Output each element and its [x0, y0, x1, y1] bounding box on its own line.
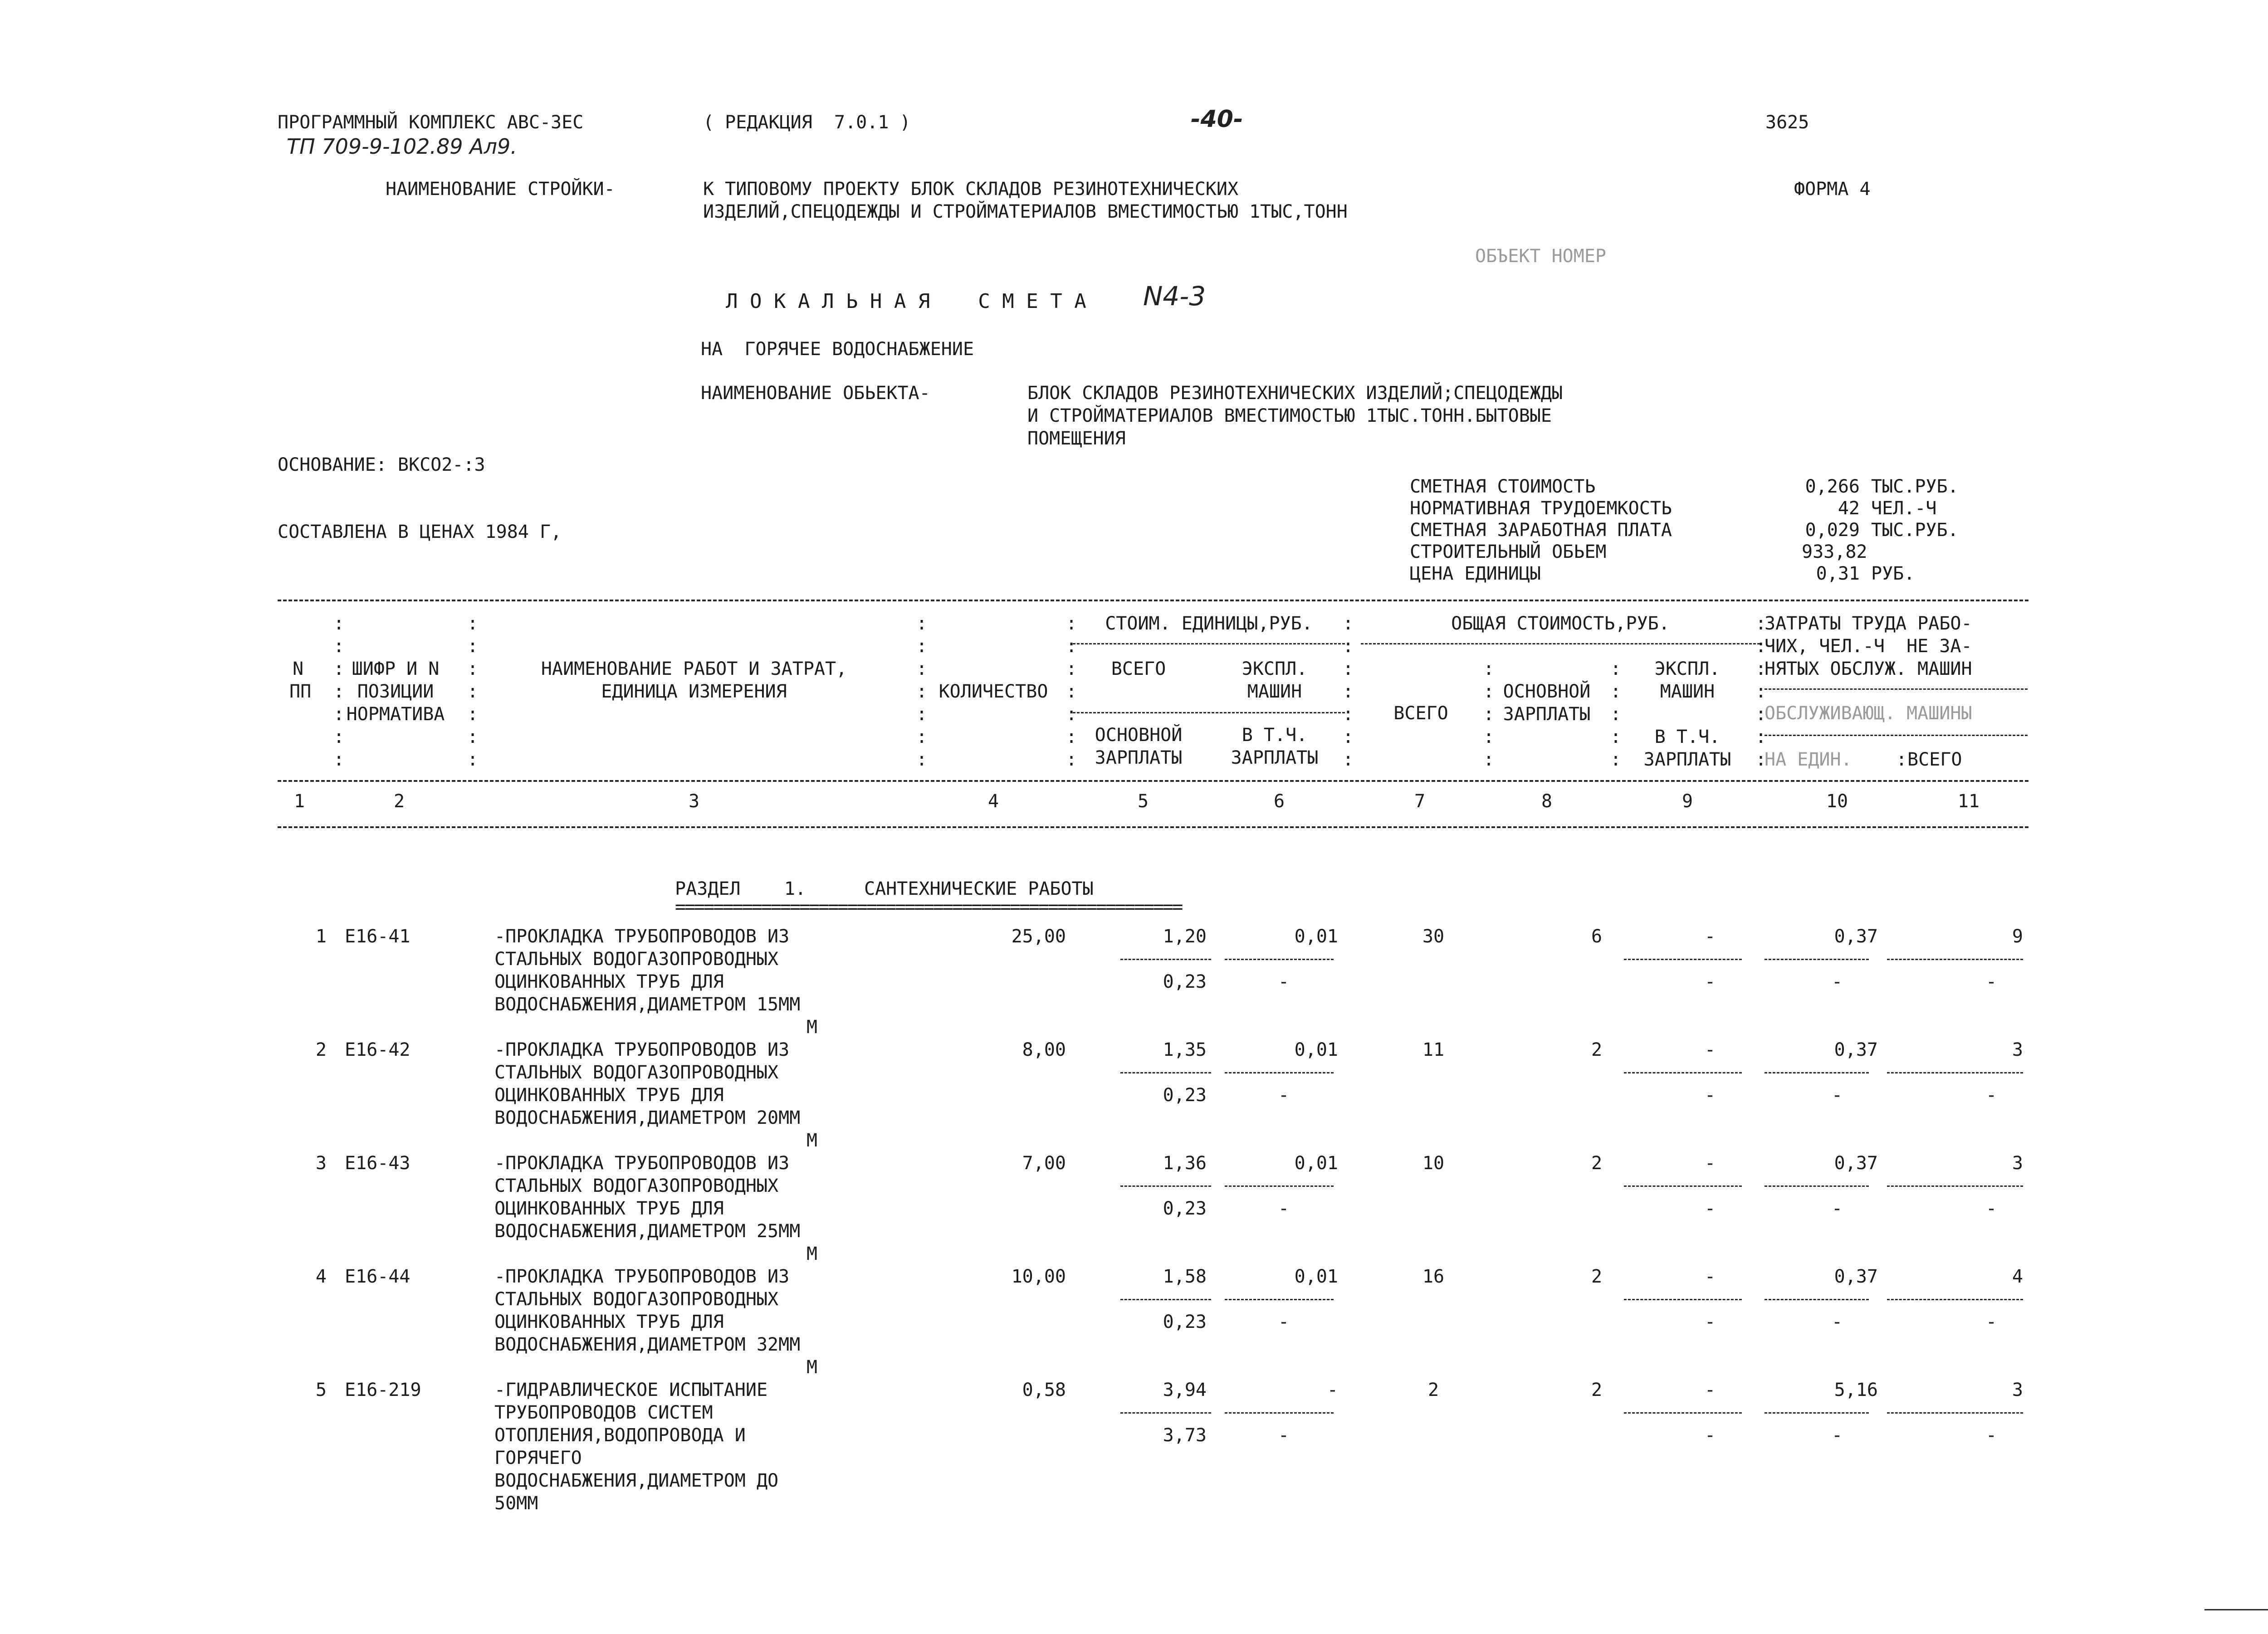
summary-value: 42: [1838, 498, 1860, 519]
fraction-rule: [1765, 1412, 1869, 1414]
col-header-quantity: КОЛИЧЕСТВО: [938, 681, 1048, 702]
row-unit-base-wages: 0,23: [1163, 1085, 1207, 1106]
row-number: 3: [315, 1153, 327, 1174]
summary-label: ЦЕНА ЕДИНИЦЫ: [1410, 563, 1541, 584]
fraction-rule: [1225, 1185, 1334, 1187]
fraction-rule: [1765, 1299, 1869, 1300]
row-total-base-wages: 2: [1591, 1039, 1603, 1060]
col-header-labor-per-unit: НА ЕДИН.: [1765, 749, 1852, 770]
header-bottom-rule: [278, 780, 2028, 782]
col-header-no: N: [293, 658, 304, 679]
row-unit-incl-wages: -: [1278, 1085, 1290, 1106]
col-header-labor: ЧИХ, ЧЕЛ.-Ч НЕ ЗА-: [1765, 636, 1972, 657]
row-unit-machines: 0,01: [1294, 1266, 1338, 1287]
row-labor-machines-unit: -: [1831, 1085, 1843, 1106]
header-rule: [1765, 735, 2028, 736]
row-labor-per-unit: 0,37: [1834, 926, 1878, 947]
row-total-machines: -: [1704, 926, 1716, 947]
row-labor-machines-total: -: [1985, 971, 1997, 992]
row-labor-machines-total: -: [1985, 1312, 1997, 1332]
col-header-unit-total: ВСЕГО: [1111, 658, 1166, 679]
column-number: 4: [987, 791, 999, 812]
column-number: 9: [1681, 791, 1693, 812]
row-total-machines: -: [1704, 1266, 1716, 1287]
section-underline: =====================================================: [675, 897, 1182, 917]
fraction-rule: [1887, 1412, 2023, 1414]
row-total-base-wages: 6: [1591, 926, 1603, 947]
column-number: 1: [293, 791, 305, 812]
row-description-line: ГОРЯЧЕГО: [494, 1448, 582, 1468]
column-number: 10: [1826, 791, 1848, 812]
row-unit-total: 3,94: [1163, 1380, 1207, 1400]
fraction-rule: [1765, 1185, 1869, 1187]
row-quantity: 8,00: [1022, 1039, 1066, 1060]
object-label: НАИМЕНОВАНИЕ ОБЬЕКТА-: [701, 383, 930, 404]
fraction-rule: [1624, 1412, 1742, 1414]
row-labor-machines-unit: -: [1831, 1312, 1843, 1332]
row-total: 30: [1422, 926, 1445, 947]
summary-label: НОРМАТИВНАЯ ТРУДОЕМКОСТЬ: [1410, 498, 1672, 519]
col-separator: : : : : :: [1610, 658, 1622, 770]
row-unit-total: 1,36: [1163, 1153, 1207, 1174]
col-header-labor-total: ВСЕГО: [1907, 749, 1962, 770]
fraction-rule: [1225, 1072, 1334, 1073]
row-total: 11: [1422, 1039, 1445, 1060]
row-description-line: -ПРОКЛАДКА ТРУБОПРОВОДОВ ИЗ: [494, 1039, 790, 1060]
row-labor-per-unit: 5,16: [1834, 1380, 1878, 1400]
column-number: 8: [1541, 791, 1553, 812]
row-total: 16: [1422, 1266, 1445, 1287]
row-unit: М: [806, 1017, 818, 1038]
row-description-line: ВОДОСНАБЖЕНИЯ,ДИАМЕТРОМ 32ММ: [494, 1334, 801, 1355]
row-labor-per-unit: 0,37: [1834, 1266, 1878, 1287]
row-description-line: СТАЛЬНЫХ ВОДОГАЗОПРОВОДНЫХ: [494, 1289, 779, 1310]
col-separator: : : : : : : :: [1066, 613, 1077, 770]
object-line-3: ПОМЕЩЕНИЯ: [1027, 428, 1126, 449]
col-separator: : : : : : : :: [1755, 613, 1767, 770]
summary-unit: ЧЕЛ.-Ч: [1871, 498, 1937, 519]
row-description-line: СТАЛЬНЫХ ВОДОГАЗОПРОВОДНЫХ: [494, 1176, 779, 1196]
form-label: ФОРМА 4: [1794, 179, 1871, 200]
col-group-total-cost: ОБЩАЯ СТОИМОСТЬ,РУБ.: [1451, 613, 1670, 634]
handwritten-project-code: ТП 709-9-102.89 Ал9.: [287, 134, 517, 159]
edition: ( РЕДАКЦИЯ 7.0.1 ): [703, 112, 911, 133]
page-edge-mark: [2204, 1609, 2268, 1610]
row-quantity: 25,00: [1011, 926, 1066, 947]
summary-value: 0,029: [1805, 520, 1860, 541]
row-description-line: ВОДОСНАБЖЕНИЯ,ДИАМЕТРОМ 15ММ: [494, 994, 801, 1015]
row-total-incl-wages: -: [1704, 1425, 1716, 1446]
row-code: Е16-44: [345, 1266, 411, 1287]
row-unit-base-wages: 3,73: [1163, 1425, 1207, 1446]
fraction-rule: [1765, 959, 1869, 960]
summary-unit: РУБ.: [1871, 563, 1915, 584]
row-labor-machines-total: -: [1985, 1425, 1997, 1446]
row-unit-machines: -: [1327, 1380, 1338, 1400]
col-separator: : : : : :: [1483, 658, 1495, 770]
column-number: 5: [1137, 791, 1149, 812]
col-header-code: ПОЗИЦИИ: [357, 681, 434, 702]
col-header-labor-machines: ОБСЛУЖИВАЮЩ. МАШИНЫ: [1765, 703, 1972, 724]
row-labor-total: 4: [2012, 1266, 2023, 1287]
row-labor-total: 3: [2012, 1380, 2023, 1400]
row-unit-incl-wages: -: [1278, 1198, 1290, 1219]
header-rule: [1361, 643, 1760, 644]
table-rule: [278, 826, 2028, 828]
row-total-machines: -: [1704, 1380, 1716, 1400]
row-quantity: 10,00: [1011, 1266, 1066, 1287]
col-header-unit-machines: ЭКСПЛ.: [1242, 658, 1308, 679]
row-description-line: ОЦИНКОВАННЫХ ТРУБ ДЛЯ: [494, 971, 724, 992]
row-description-line: -ПРОКЛАДКА ТРУБОПРОВОДОВ ИЗ: [494, 1153, 790, 1174]
row-number: 2: [315, 1039, 327, 1060]
col-header-labor: ЗАТРАТЫ ТРУДА РАБО-: [1765, 613, 1972, 634]
col-separator: :: [1896, 749, 1907, 770]
row-code: Е16-219: [345, 1380, 421, 1400]
row-labor-machines-unit: -: [1831, 971, 1843, 992]
col-separator: : : : : : : :: [916, 613, 928, 770]
col-header-total-base-wages: ЗАРПЛАТЫ: [1503, 704, 1591, 725]
col-separator: : : : : : : :: [467, 613, 479, 770]
column-number: 7: [1414, 791, 1426, 812]
row-labor-machines-unit: -: [1831, 1198, 1843, 1219]
page-number: -40-: [1191, 106, 1243, 133]
row-unit-incl-wages: -: [1278, 1312, 1290, 1332]
row-unit-machines: 0,01: [1294, 926, 1338, 947]
col-header-unit-base-wages: ЗАРПЛАТЫ: [1095, 747, 1183, 768]
fraction-rule: [1120, 1412, 1211, 1414]
fraction-rule: [1887, 1299, 2023, 1300]
row-description-line: СТАЛЬНЫХ ВОДОГАЗОПРОВОДНЫХ: [494, 949, 779, 970]
header-rule: [1073, 712, 1345, 713]
col-separator: : : : : : : :: [333, 613, 345, 770]
row-unit: М: [806, 1357, 818, 1378]
row-unit-total: 1,58: [1163, 1266, 1207, 1287]
row-total: 2: [1427, 1380, 1439, 1400]
row-total-base-wages: 2: [1591, 1153, 1603, 1174]
header-rule: [1073, 643, 1345, 644]
row-description-line: ВОДОСНАБЖЕНИЯ,ДИАМЕТРОМ 20ММ: [494, 1107, 801, 1128]
col-header-no: ПП: [289, 681, 312, 702]
row-code: Е16-41: [345, 926, 411, 947]
fraction-rule: [1765, 1072, 1869, 1073]
row-total-incl-wages: -: [1704, 1085, 1716, 1106]
fraction-rule: [1887, 1072, 2023, 1073]
basis: ОСНОВАНИЕ: ВКСО2-:3: [278, 454, 485, 475]
estimate-subtitle: НА ГОРЯЧЕЕ ВОДОСНАБЖЕНИЕ: [701, 339, 974, 360]
summary-unit: ТЫС.РУБ.: [1871, 520, 1959, 541]
fraction-rule: [1120, 1072, 1211, 1073]
row-unit-incl-wages: -: [1278, 1425, 1290, 1446]
row-unit-base-wages: 0,23: [1163, 1198, 1207, 1219]
col-header-description: ЕДИНИЦА ИЗМЕРЕНИЯ: [601, 681, 787, 702]
construction-label: НАИМЕНОВАНИЕ СТРОЙКИ-: [386, 179, 615, 200]
estimate-title: Л О К А Л Ь Н А Я С М Е Т А: [726, 290, 1086, 313]
col-header-description: НАИМЕНОВАНИЕ РАБОТ И ЗАТРАТ,: [541, 658, 847, 679]
col-group-unit-cost: СТОИМ. ЕДИНИЦЫ,РУБ.: [1105, 613, 1313, 634]
row-description-line: ТРУБОПРОВОДОВ СИСТЕМ: [494, 1402, 713, 1423]
row-number: 4: [315, 1266, 327, 1287]
construction-line-2: ИЗДЕЛИЙ,СПЕЦОДЕЖДЫ И СТРОЙМАТЕРИАЛОВ ВМЕСТИМОСТЬЮ 1ТЫС,ТОНН: [703, 201, 1348, 222]
header-rule: [1765, 688, 2028, 690]
col-header-unit-base-wages: ОСНОВНОЙ: [1095, 725, 1183, 746]
row-code: Е16-42: [345, 1039, 411, 1060]
row-total-base-wages: 2: [1591, 1380, 1603, 1400]
col-header-code: НОРМАТИВА: [346, 704, 445, 725]
construction-line-1: К ТИПОВОМУ ПРОЕКТУ БЛОК СКЛАДОВ РЕЗИНОТЕХНИЧЕСКИХ: [703, 179, 1239, 200]
fraction-rule: [1120, 1185, 1211, 1187]
row-description-line: -ГИДРАВЛИЧЕСКОЕ ИСПЫТАНИЕ: [494, 1380, 768, 1400]
row-total: 10: [1422, 1153, 1445, 1174]
row-unit-incl-wages: -: [1278, 971, 1290, 992]
section-name: САНТЕХНИЧЕСКИЕ РАБОТЫ: [864, 878, 1094, 899]
col-header-unit-incl-wages: В Т.Ч.: [1242, 725, 1308, 746]
document-code: 3625: [1765, 112, 1809, 133]
row-labor-per-unit: 0,37: [1834, 1039, 1878, 1060]
col-header-total: ВСЕГО: [1393, 703, 1448, 724]
program-name: ПРОГРАММНЫЙ КОМПЛЕКС АВС-ЗЕС: [278, 112, 584, 133]
summary-value: 0,266: [1805, 476, 1860, 497]
column-number: 3: [688, 791, 700, 812]
fraction-rule: [1225, 959, 1334, 960]
row-unit-base-wages: 0,23: [1163, 1312, 1207, 1332]
row-labor-total: 9: [2012, 926, 2023, 947]
row-total-incl-wages: -: [1704, 971, 1716, 992]
col-header-unit-incl-wages: ЗАРПЛАТЫ: [1231, 747, 1319, 768]
summary-value: 0,31: [1816, 563, 1860, 584]
row-description-line: ОЦИНКОВАННЫХ ТРУБ ДЛЯ: [494, 1312, 724, 1332]
row-total-incl-wages: -: [1704, 1198, 1716, 1219]
row-number: 5: [315, 1380, 327, 1400]
row-total-machines: -: [1704, 1039, 1716, 1060]
object-line-1: БЛОК СКЛАДОВ РЕЗИНОТЕХНИЧЕСКИХ ИЗДЕЛИЙ;СПЕЦОДЕЖДЫ: [1027, 383, 1563, 404]
col-header-total-machines: МАШИН: [1660, 681, 1715, 702]
fraction-rule: [1624, 1072, 1742, 1073]
column-number: 2: [393, 791, 405, 812]
row-labor-machines-total: -: [1985, 1198, 1997, 1219]
row-total-incl-wages: -: [1704, 1312, 1716, 1332]
row-code: Е16-43: [345, 1153, 411, 1174]
col-header-unit-machines: МАШИН: [1247, 681, 1302, 702]
fraction-rule: [1887, 1185, 2023, 1187]
row-unit: М: [806, 1244, 818, 1264]
object-line-2: И СТРОЙМАТЕРИАЛОВ ВМЕСТИМОСТЬЮ 1ТЫС.ТОНН.БЫТОВЫЕ: [1027, 405, 1552, 426]
fraction-rule: [1225, 1412, 1334, 1414]
col-header-total-base-wages: ОСНОВНОЙ: [1503, 681, 1591, 702]
row-labor-machines-total: -: [1985, 1085, 1997, 1106]
summary-label: СТРОИТЕЛЬНЫЙ ОБЬЕМ: [1410, 541, 1607, 562]
column-number: 11: [1957, 791, 1980, 812]
fraction-rule: [1120, 1299, 1211, 1300]
row-description-line: ОЦИНКОВАННЫХ ТРУБ ДЛЯ: [494, 1085, 724, 1106]
fraction-rule: [1120, 959, 1211, 960]
col-separator: : : : : : : :: [1343, 613, 1354, 770]
fraction-rule: [1624, 1299, 1742, 1300]
row-unit-machines: 0,01: [1294, 1039, 1338, 1060]
price-basis: СОСТАВЛЕНА В ЦЕНАХ 1984 Г,: [278, 522, 562, 542]
summary-value: 933,82: [1802, 541, 1867, 562]
fraction-rule: [1624, 1185, 1742, 1187]
col-header-total-incl-wages: В Т.Ч.: [1654, 727, 1721, 747]
object-number: ОБЪЕКТ НОМЕР: [1475, 246, 1606, 267]
fraction-rule: [1225, 1299, 1334, 1300]
row-unit: М: [806, 1130, 818, 1151]
section-label: РАЗДЕЛ 1.: [675, 878, 806, 899]
row-description-line: СТАЛЬНЫХ ВОДОГАЗОПРОВОДНЫХ: [494, 1062, 779, 1083]
row-description-line: -ПРОКЛАДКА ТРУБОПРОВОДОВ ИЗ: [494, 1266, 790, 1287]
table-top-rule: [278, 600, 2028, 601]
summary-label: СМЕТНАЯ СТОИМОСТЬ: [1410, 476, 1596, 497]
fraction-rule: [1887, 959, 2023, 960]
row-labor-total: 3: [2012, 1153, 2023, 1174]
col-header-total-incl-wages: ЗАРПЛАТЫ: [1643, 749, 1731, 770]
row-description-line: -ПРОКЛАДКА ТРУБОПРОВОДОВ ИЗ: [494, 926, 790, 947]
row-labor-machines-unit: -: [1831, 1425, 1843, 1446]
column-number: 6: [1273, 791, 1285, 812]
row-quantity: 7,00: [1022, 1153, 1066, 1174]
handwritten-estimate-number: N4-3: [1143, 281, 1206, 312]
col-header-labor: НЯТЫХ ОБСЛУЖ. МАШИН: [1765, 658, 1972, 679]
row-description-line: ОЦИНКОВАННЫХ ТРУБ ДЛЯ: [494, 1198, 724, 1219]
col-header-code: ШИФР И N: [352, 658, 440, 679]
row-unit-machines: 0,01: [1294, 1153, 1338, 1174]
summary-label: СМЕТНАЯ ЗАРАБОТНАЯ ПЛАТА: [1410, 520, 1672, 541]
row-unit-total: 1,35: [1163, 1039, 1207, 1060]
row-unit-base-wages: 0,23: [1163, 971, 1207, 992]
row-number: 1: [315, 926, 327, 947]
row-total-base-wages: 2: [1591, 1266, 1603, 1287]
col-header-total-machines: ЭКСПЛ.: [1654, 658, 1721, 679]
row-quantity: 0,58: [1022, 1380, 1066, 1400]
row-unit-total: 1,20: [1163, 926, 1207, 947]
row-description-line: ВОДОСНАБЖЕНИЯ,ДИАМЕТРОМ 25ММ: [494, 1221, 801, 1242]
row-labor-per-unit: 0,37: [1834, 1153, 1878, 1174]
row-total-machines: -: [1704, 1153, 1716, 1174]
row-description-line: ОТОПЛЕНИЯ,ВОДОПРОВОДА И: [494, 1425, 746, 1446]
row-description-line: 50ММ: [494, 1493, 538, 1514]
fraction-rule: [1624, 959, 1742, 960]
row-labor-total: 3: [2012, 1039, 2023, 1060]
row-description-line: ВОДОСНАБЖЕНИЯ,ДИАМЕТРОМ ДО: [494, 1470, 779, 1491]
summary-unit: ТЫС.РУБ.: [1871, 476, 1959, 497]
